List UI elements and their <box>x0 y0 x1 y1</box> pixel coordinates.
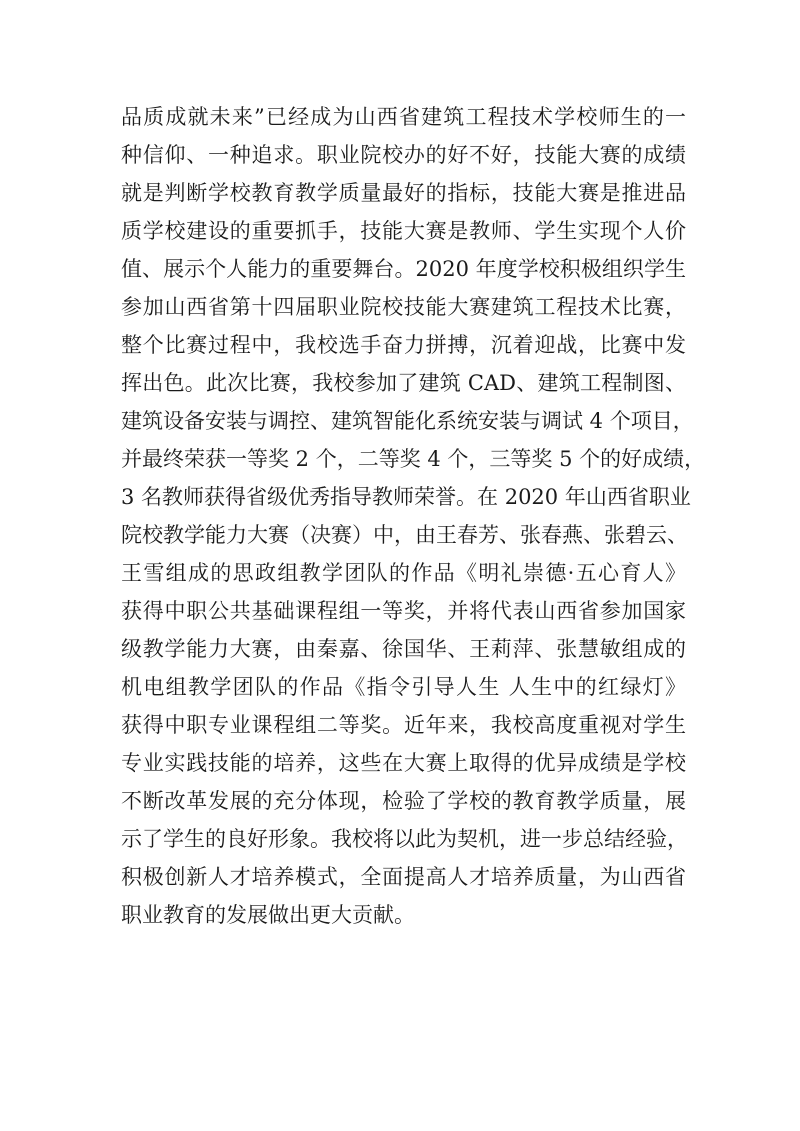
text-line: 不断改革发展的充分体现，检验了学校的教育教学质量，展 <box>121 789 686 813</box>
text-line: 3 名教师获得省级优秀指导教师荣誉。在 2020 年山西省职业 <box>121 485 691 509</box>
text-line: 机电组教学团队的作品《指令引导人生 人生中的红绿灯》 <box>121 675 686 699</box>
text-line: 院校教学能力大赛（决赛）中，由王春芳、张春燕、张碧云、 <box>121 523 688 547</box>
text-line: 示了学生的良好形象。我校将以此为契机，进一步总结经验， <box>121 827 688 851</box>
body-paragraph <box>121 98 706 934</box>
text-line-last: 职业教育的发展做出更大贡献。 <box>121 903 415 927</box>
text-line: 级教学能力大赛，由秦嘉、徐国华、王莉萍、张慧敏组成的 <box>121 637 686 661</box>
text-line: 种信仰、一种追求。职业院校办的好不好，技能大赛的成绩 <box>121 143 686 167</box>
text-line: 并最终荣获一等奖 2 个，二等奖 4 个，三等奖 5 个的好成绩， <box>121 447 706 471</box>
text-line: 建筑设备安装与调控、建筑智能化系统安装与调试 4 个项目， <box>121 409 694 433</box>
text-line: 积极创新人才培养模式，全面提高人才培养质量，为山西省 <box>121 865 686 889</box>
text-line: 专业实践技能的培养，这些在大赛上取得的优异成绩是学校 <box>121 751 686 775</box>
text-line: 获得中职专业课程组二等奖。近年来，我校高度重视对学生 <box>121 713 686 737</box>
text-line: 整个比赛过程中，我校选手奋力拼搏，沉着迎战，比赛中发 <box>121 333 686 357</box>
text-line: 挥出色。此次比赛，我校参加了建筑 CAD、建筑工程制图、 <box>121 371 686 395</box>
text-line: 参加山西省第十四届职业院校技能大赛建筑工程技术比赛， <box>121 295 686 319</box>
text-line: 王雪组成的思政组教学团队的作品《明礼崇德·五心育人》 <box>121 561 686 585</box>
text-line: 获得中职公共基础课程组一等奖，并将代表山西省参加国家 <box>121 599 686 623</box>
text-line: 质学校建设的重要抓手，技能大赛是教师、学生实现个人价 <box>121 219 686 243</box>
text-line: 就是判断学校教育教学质量最好的指标，技能大赛是推进品 <box>121 181 686 205</box>
text-line: 品质成就未来”已经成为山西省建筑工程技术学校师生的一 <box>121 105 686 129</box>
text-line: 值、展示个人能力的重要舞台。2020 年度学校积极组织学生 <box>121 257 686 281</box>
